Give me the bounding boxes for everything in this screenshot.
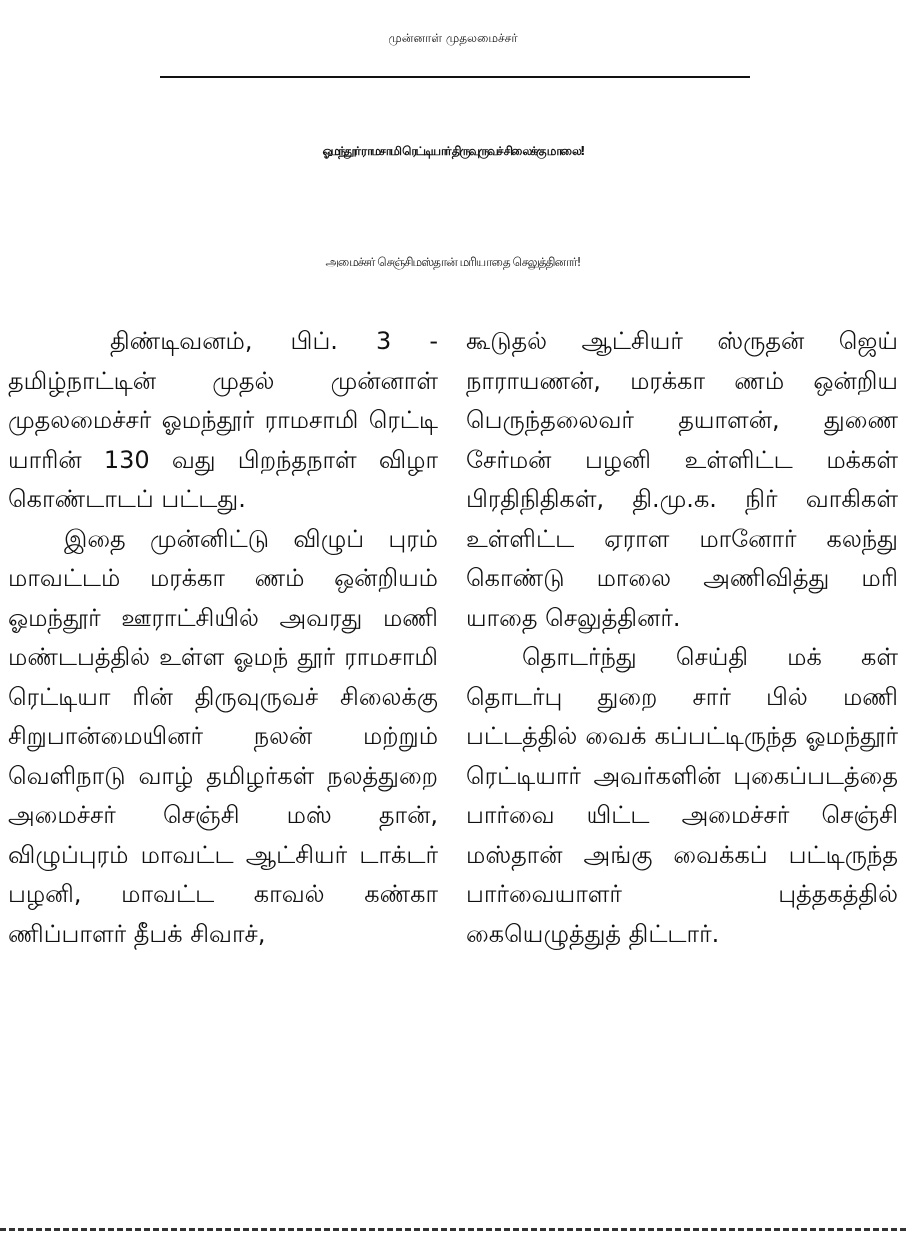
kicker-rule (160, 76, 750, 78)
headline: ஓமந்தூர் ராமசாமி ரெட்டியார் திருவுருவச் சிலைக்கு மாலை! (322, 144, 584, 158)
subheadline: அமைச்சர் செஞ்சிமஸ்தான் மரியாதை செலுத்தினார்! (325, 255, 581, 269)
paragraph: கூடுதல் ஆட்சியர் ஸ்ருதன் ஜெய் நாராயணன், மரக்கா ணம் ஒன்றிய பெருந்தலைவர் தயாளன், துணை சேர்மன் பழனி உள்ளிட்ட மக்கள் பிரதிநிதிகள், தி.மு.க. நிர் வாகிகள் உள்ளிட்ட ஏராள மானோர் கலந்து கொண்டு மாலை அணிவித்து மரி யாதை செலுத்தினர். (466, 327, 898, 632)
dateline: திண்டிவனம், பிப். 3 - (110, 327, 438, 355)
paragraph: இதை முன்னிட்டு விழுப் புரம் மாவட்டம் மரக்கா ணம் ஒன்றியம் ஓமந்தூர் ஊராட்சியில் அவரது மணி மண்டபத்தில் உள்ள ஓமந் தூர் ராமசாமி ரெட்டியா ரின் திருவுருவச் சிலைக்கு சிறுபான்மையினர் நலன் மற்றும் வெளிநாடு வாழ் தமிழர்கள் நலத்துறை அமைச்சர் செஞ்சி மஸ் தான், விழுப்புரம் மாவட்ட ஆட்சியர் டாக்டர் பழனி, மாவட்ட காவல் கண்கா ணிப்பாளர் தீபக் சிவாச், (8, 524, 438, 948)
bottom-dashed-rule (0, 1228, 906, 1231)
article-column-left (8, 322, 438, 954)
paragraph-dateline (8, 322, 438, 520)
paragraph-text: தமிழ்நாட்டின் முதல் முன்னாள் முதலமைச்சர் ஓமந்தூர் ராமசாமி ரெட்டி யாரின் 130 வது பிறந்தநாள் விழா கொண்டாடப் பட்டது. (8, 366, 438, 513)
article-column-right (466, 322, 898, 954)
paragraph: தொடர்ந்து செய்தி மக் கள் தொடர்பு துறை சார் பில் மணி பட்டத்தில் வைக் கப்பட்டிருந்த ஓமந்தூர் ரெட்டியார் அவர்களின் புகைப்படத்தை பார்வை யிட்ட அமைச்சர் செஞ்சி மஸ்தான் அங்கு வைக்கப் பட்டிருந்த பார்வையாளர் புத்தகத்தில் கையெழுத்துத் திட்டார். (466, 643, 898, 948)
kicker-heading: முன்னாள் முதலமைச்சர் (388, 31, 518, 45)
